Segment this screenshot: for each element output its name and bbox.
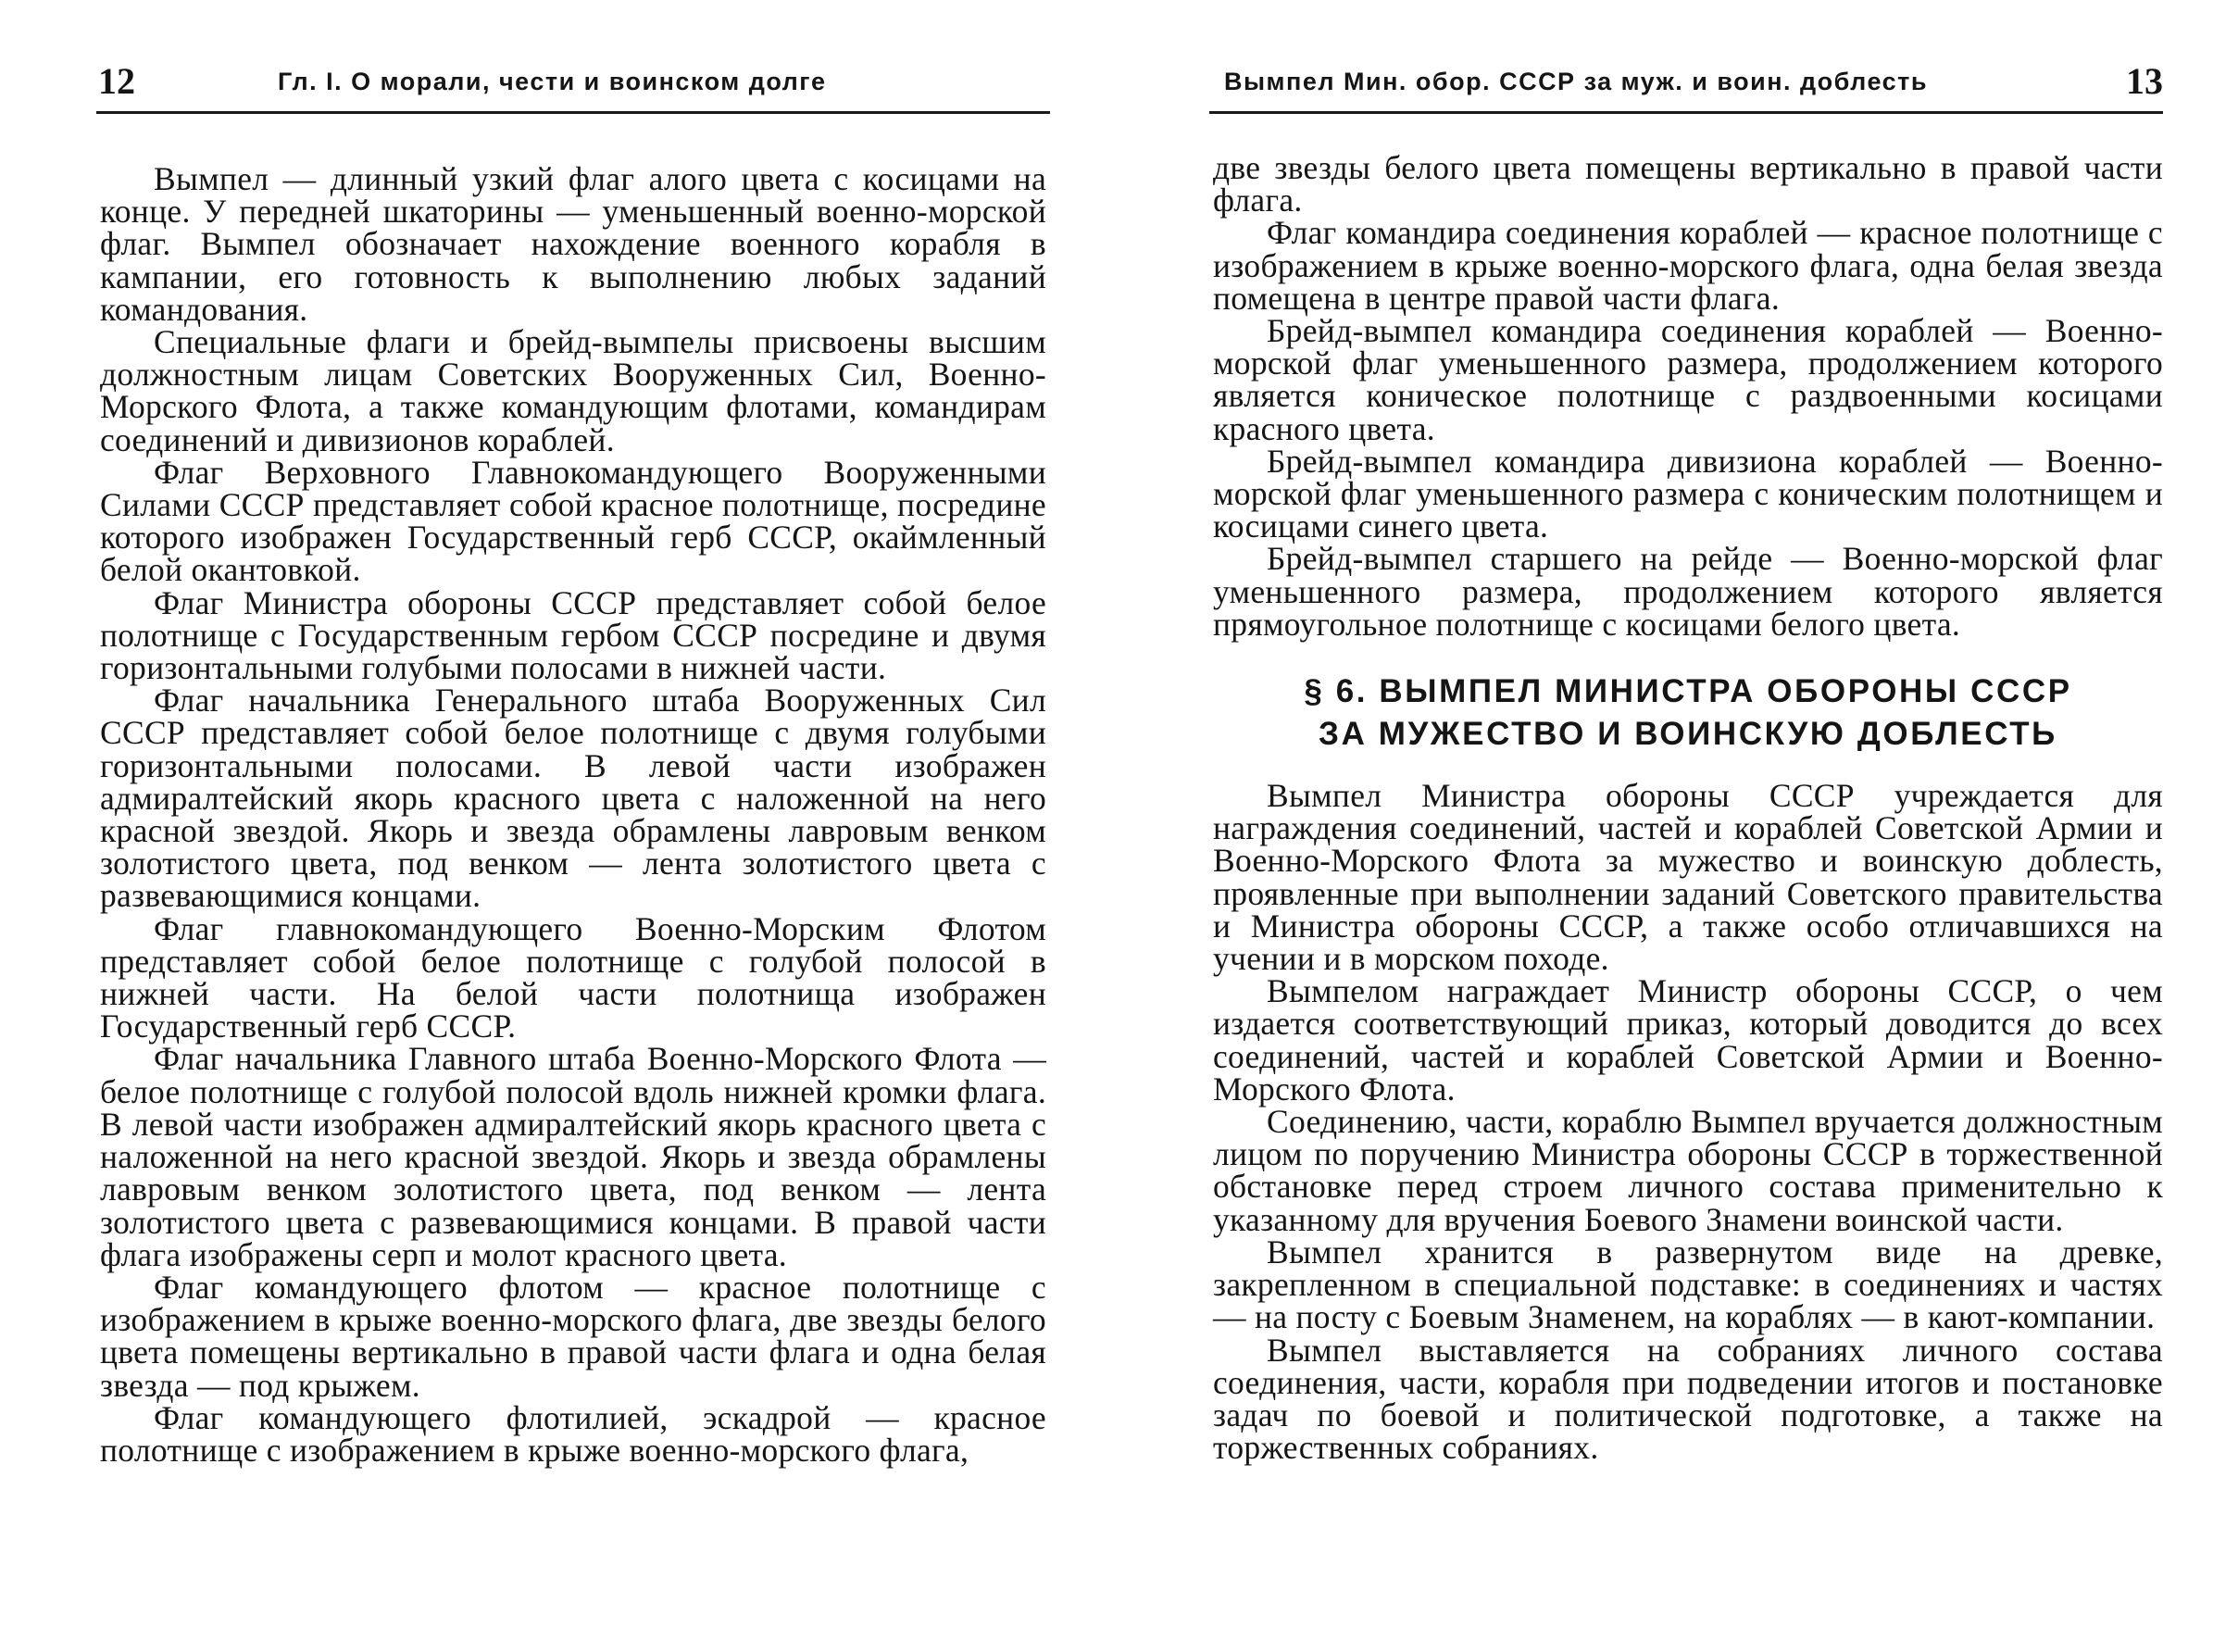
paragraph: Флаг командира соединения кораблей — красное полотнище с изображением в крыже военно-морского флага, одна белая звезда помещена в центре правой части флага.: [1213, 214, 2163, 317]
section-heading-line: ЗА МУЖЕСТВО И ВОИНСКУЮ ДОБЛЕСТЬ: [1319, 716, 2057, 753]
paragraph: Брейд-вымпел командира соединения кораблей — Военно-морской флаг уменьшенного размера, продолжением которого является коническое полотнище с раздвоенными косицами красного цвета.: [1213, 312, 2163, 447]
paragraph: Флаг начальника Генерального штаба Вооруженных Сил СССР представляет собой белое полотнище с двумя голубыми горизонтальными полосами. В левой части изображен адмиралтейский якорь красного цвета с наложенной на него красной звездой. Якорь и звезда обрамлены лавровым венком золотистого цвета, под венком — лента золотистого цвета с развевающимися концами.: [100, 682, 1046, 915]
paragraph: Флаг командующего флотом — красное полотнище с изображением в крыже военно-морского флага, две звезды белого цвета помещены вертикально в правой части флага и одна белая звезда — под крыжем.: [100, 1268, 1046, 1404]
left-page-header: [96, 56, 1050, 114]
paragraph: Вымпелом награждает Министр обороны СССР, о чем издается соответствующий приказ, который доводится до всех соединений, частей и кораблей Советской Армии и Военно-Морского Флота.: [1213, 972, 2163, 1108]
right-page-number: 13: [2126, 60, 2163, 102]
paragraph: Флаг начальника Главного штаба Военно-Морского Флота — белое полотнище с голубой полосой вдоль нижней кромки флага. В левой части изображен адмиралтейский якорь красного цвета с наложенной на него красной звездой. Якорь и звезда обрамлены лавровым венком золотистого цвета, под венком — лента золотистого цвета с развевающимися концами. В правой части флага изображены серп и молот красного цвета.: [100, 1040, 1046, 1273]
section-heading-line: § 6. ВЫМПЕЛ МИНИСТРА ОБОРОНЫ СССР: [1304, 673, 2072, 710]
paragraph: Флаг Министра обороны СССР представляет собой белое полотнище с Государственным гербом СССР посредине и двумя горизонтальными голубыми полосами в нижней части.: [100, 583, 1046, 687]
left-page-number: 12: [98, 60, 135, 102]
paragraph: Брейд-вымпел старшего на рейде — Военно-морской флаг уменьшенного размера, продолжением которого является прямоугольное полотнище с косицами белого цвета.: [1213, 540, 2163, 643]
paragraph: Соединению, части, кораблю Вымпел вручается должностным лицом по поручению Министра обороны СССР в торжественной обстановке перед строем личного состава применительно к указанному для вручения Боевого Знамени воинской части.: [1213, 1103, 2163, 1238]
right-page-header: [1209, 56, 2163, 114]
left-page-body: [100, 160, 1046, 1469]
left-running-head: Гл. I. О морали, чести и воинском долге: [278, 68, 827, 95]
right-page-body: [1213, 149, 2163, 1467]
paragraph: Вымпел Министра обороны СССР учреждается для награждения соединений, частей и кораблей Советской Армии и Военно-Морского Флота за мужество и воинскую доблесть, проявленные при выполнении заданий Советского правительства и Министра обороны СССР, а также особо отличавшихся на учении и в морском походе.: [1213, 777, 2163, 978]
right-page: [1119, 0, 2238, 1652]
paragraph: Вымпел — длинный узкий флаг алого цвета с косицами на конце. У передней шкаторины — уменьшенный военно-морской флаг. Вымпел обозначает нахождение военного корабля в кампании, его готовность к выполнению любых заданий командования.: [100, 160, 1046, 328]
paragraph: Вымпел выставляется на собраниях личного состава соединения, части, корабля при подведении итогов и постановке задач по боевой и политической подготовке, а также на торжественных собраниях.: [1213, 1331, 2163, 1467]
paragraph: Вымпел хранится в развернутом виде на древке, закрепленном в специальной подставке: в соединениях и частях — на посту с Боевым Знаменем, на кораблях — в кают-компании.: [1213, 1233, 2163, 1336]
paragraph: Флаг командующего флотилией, эскадрой — красное полотнище с изображением в крыже военно-морского флага,: [100, 1398, 1046, 1469]
continued-paragraph: две звезды белого цвета помещены вертикально в правой части флага.: [1213, 149, 2163, 219]
paragraph: Флаг главнокомандующего Военно-Морским Флотом представляет собой белое полотнище с голубой полосой в нижней части. На белой части полотнища изображен Государственный герб СССР.: [100, 909, 1046, 1045]
paragraph: Специальные флаги и брейд-вымпелы присвоены высшим должностным лицам Советских Вооруженных Сил, Военно-Морского Флота, а также командующим флотами, командирам соединений и дивизионов кораблей.: [100, 323, 1046, 458]
section-heading: [1213, 670, 2163, 756]
paragraph: Брейд-вымпел командира дивизиона кораблей — Военно-морской флаг уменьшенного размера с коническим полотнищем и косицами синего цвета.: [1213, 442, 2163, 545]
right-running-head: Вымпел Мин. обор. СССР за муж. и воин. доблесть: [1224, 68, 1928, 95]
paragraph: Флаг Верховного Главнокомандующего Вооруженными Силами СССР представляет собой красное полотнище, посредине которого изображен Государственный герб СССР, окаймленный белой окантовкой.: [100, 453, 1046, 589]
